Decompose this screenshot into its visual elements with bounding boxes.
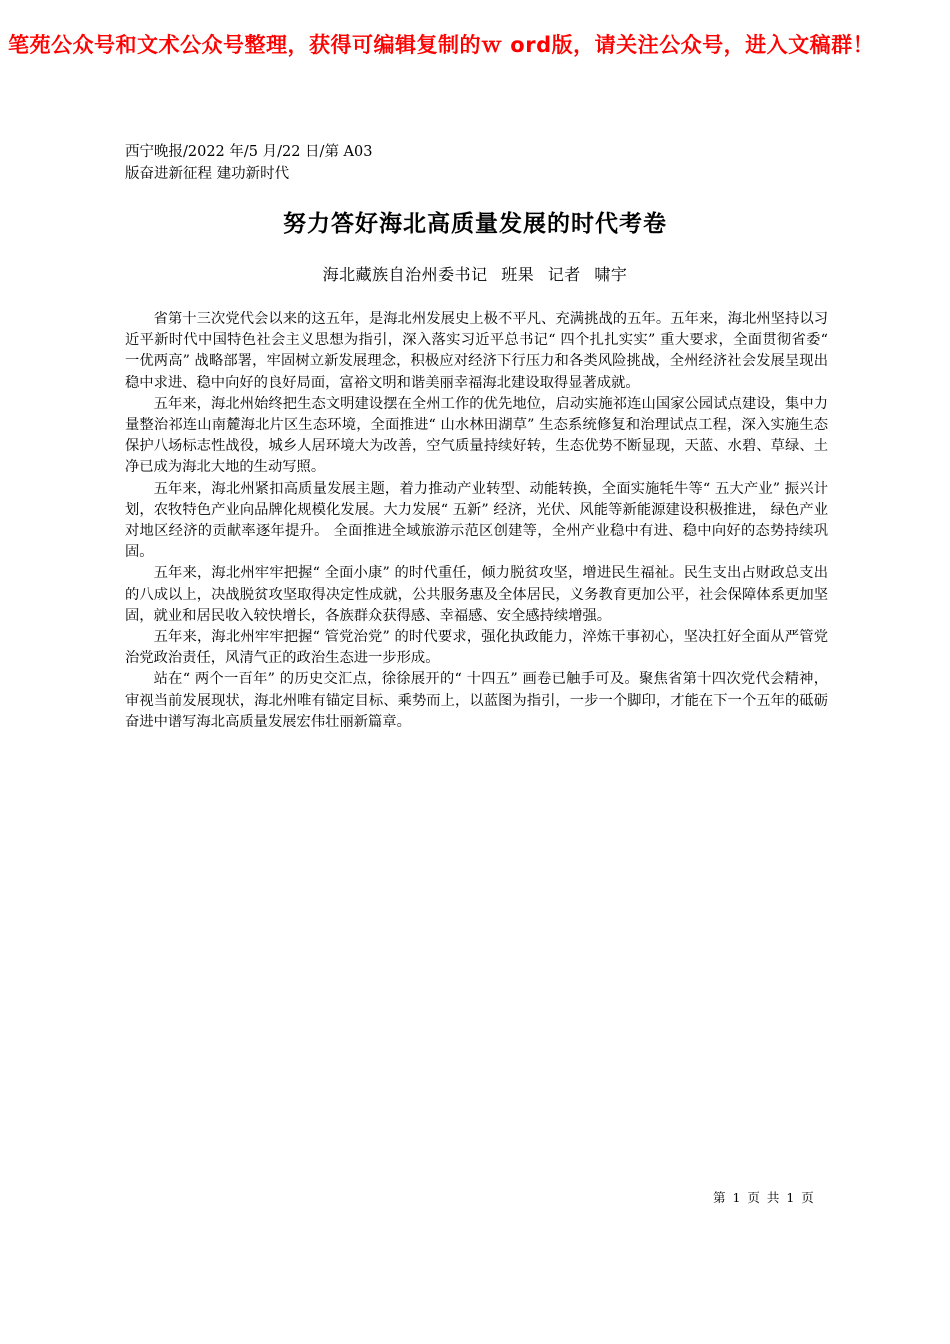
paragraph: 五年来，海北州牢牢把握“ 管党治党” 的时代要求，强化执政能力，淬炼干事初心，坚决扛好全面从严管党治党政治责任，风清气正的政治生态进一步形成。 (125, 629, 828, 667)
article-byline: 海北藏族自治州委书记 班果 记者 啸宇 (322, 265, 628, 284)
paragraph: 五年来，海北州紧扣高质量发展主题，着力推动产业转型、动能转换，全面实施牦牛等“ 五大产业” 振兴计划，农牧特色产业向品牌化规模化发展。大力发展“ 五新” 经济，光伏、风能等新能源建设积极推进， 绿色产业对地区经济的贡献率逐年提升。 全面推进全域旅游示范区创建等，全州产业稳中有进、稳中向好的态势持续巩固。 (125, 480, 828, 561)
article-title: 努力答好海北高质量发展的时代考卷 (283, 211, 667, 237)
section-line: 版奋进新征程 建功新时代 (125, 166, 290, 182)
promo-banner: 笔苑公众号和文术公众号整理，获得可编辑复制的ｗ ord版，请关注公众号，进入文稿群！ (8, 33, 875, 57)
paragraph: 站在“ 两个一百年” 的历史交汇点，徐徐展开的“ 十四五” 画卷已触手可及。聚焦省第十四次党代会精神，审视当前发展现状，海北州唯有锚定目标、乘势而上，以蓝图为指引，一步一个脚印，才能在下一个五年的砥砺奋进中谱写海北高质量发展宏伟壮丽新篇章。 (125, 671, 828, 730)
article-meta (125, 141, 372, 185)
article-body (125, 309, 828, 733)
paragraph: 省第十三次党代会以来的这五年，是海北州发展史上极不平凡、充满挑战的五年。五年来，海北州坚持以习近平新时代中国特色社会主义思想为指引，深入落实习近平总书记“ 四个扎扎实实” 重大要求，全面贯彻省委“ 一优两高” 战略部署，牢固树立新发展理念，积极应对经济下行压力和各类风险挑战，全州经济社会发展呈现出稳中求进、稳中向好的良好局面，富裕文明和谐美丽幸福海北建设取得显著成就。 (125, 311, 828, 391)
source-line: 西宁晚报/2022 年/5 月/22 日/第 A03 (125, 144, 373, 160)
page-indicator: 第 1 页 共 1 页 (713, 1190, 814, 1205)
paragraph: 五年来，海北州始终把生态文明建设摆在全州工作的优先地位，启动实施祁连山国家公园试点建设，集中力量整治祁连山南麓海北片区生态环境，全面推进“ 山水林田湖草” 生态系统修复和治理试点工程，深入实施生态保护八场标志性战役，城乡人居环境大为改善，空气质量持续好转，生态优势不断显现，天蓝、水碧、草绿、土净已成为海北大地的生动写照。 (125, 395, 828, 476)
paragraph: 五年来，海北州牢牢把握“ 全面小康” 的时代重任，倾力脱贫攻坚，增进民生福祉。民生支出占财政总支出的八成以上，决战脱贫攻坚取得决定性成就，公共服务惠及全体居民，义务教育更加公平，社会保障体系更加坚固，就业和居民收入较快增长，各族群众获得感、幸福感、安全感持续增强。 (125, 565, 828, 624)
